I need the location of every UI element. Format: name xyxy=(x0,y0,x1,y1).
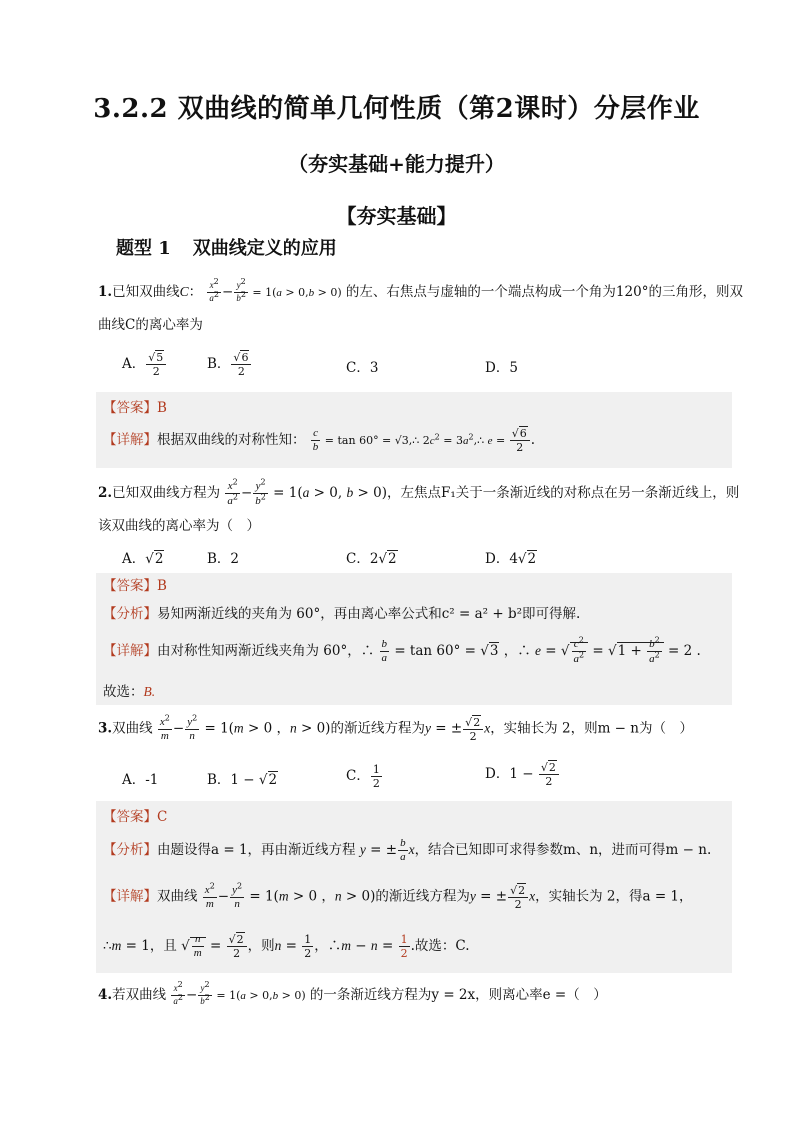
q2-analysis: 【分析】易知两渐近线的夹角为 60°，再由离心率公式和c² = a² + b²即可得解. xyxy=(103,606,581,622)
q1-option-a: A． $\frac{√5}{2}$ xyxy=(122,352,167,377)
q1-detail: 【详解】根据双曲线的对称性知： $\frac{c}{b}$ = tan 60° = √3,∴ $2c^2$ = $3a^2,\therefore$ e = $\frac{√6}{2}$ . xyxy=(103,427,535,454)
q3-answer: 【答案】C xyxy=(103,809,168,825)
q3-detail2: ∴m = 1，且 √ $\frac{n}{m}$ = $\frac{√2}{2}$ ，则n = $\frac{1}{2}$ ，∴m − n = $\frac{1}{2}$ .故选：C. xyxy=(103,933,470,960)
q2-option-c: C．2√2 xyxy=(346,551,397,567)
question-type-heading xyxy=(116,234,337,260)
question-type-label: 题型 1 xyxy=(116,238,171,259)
q2-answer: 【答案】B xyxy=(103,578,167,594)
q2-option-d: D．4√2 xyxy=(485,551,537,567)
q4-number: 4. xyxy=(98,987,113,1003)
q3-analysis: 【分析】由题设得a = 1，再由渐近线方程 y = ± $\frac{b}{a}$ x，结合已知即可求得参数m、n，进而可得m − n. xyxy=(103,837,712,863)
question-type-name: 双曲线定义的应用 xyxy=(192,238,337,259)
q2-option-a: A．√2 xyxy=(122,551,164,567)
page-title: 3.2.2 双曲线的简单几何性质（第2课时）分层作业 xyxy=(93,94,700,124)
q4-line1: 4.若双曲线 $\frac{x^2}{a^2}$ − $\frac{y^2}{b^2}$ = 1(a > 0,b > 0) 的一条渐近线方程为y = 2x，则离心率e =（ ） xyxy=(98,980,607,1006)
q3-option-a: A．-1 xyxy=(122,772,159,788)
q3-option-c: C． $\frac{1}{2}$ xyxy=(346,763,380,790)
q1-line2: 曲线C的离心率为 xyxy=(98,317,203,333)
q3-option-d: D．1 − $\frac{√2}{2}$ xyxy=(485,762,560,787)
q1-line1: 1.已知双曲线C： $\frac{x^2}{a^2}$ − $\frac{y^2}{b^2}$ = 1(a > 0,b > 0) 的左、右焦点与虚轴的一个端点构成一个角为120°的三角形，则双 xyxy=(98,277,743,303)
q2-option-b: B．2 xyxy=(207,551,240,567)
q3-line1: 3.双曲线 $\frac{x^2}{m}$ − $\frac{y^2}{n}$ = 1(m > 0 ，n > 0)的渐近线方程为y = ± $\frac{√2}{2}$ x，实轴长为 2，则m − n为（ ） xyxy=(98,713,693,743)
q3-detail: 【详解】双曲线 $\frac{x^2}{m}$ − $\frac{y^2}{n}$ = 1(m > 0 ，n > 0)的渐近线方程为y = ± $\frac{√2}{2}$ x，实轴长为 2，得a = 1， xyxy=(103,881,693,911)
q1-option-b: B． $\frac{√6}{2}$ xyxy=(207,352,252,377)
q2-choice: 故选：B. xyxy=(103,684,156,700)
q3-option-b: B．1 − √2 xyxy=(207,772,278,788)
q3-number: 3. xyxy=(98,720,113,737)
q2-line1: 2.已知双曲线方程为 $\frac{x^2}{a^2}$ − $\frac{y^2}{b^2}$ = 1(a > 0, b > 0)，左焦点F₁关于一条渐近线的对称点在另一条渐近线上，则 xyxy=(98,477,740,507)
q1-answer: 【答案】B xyxy=(103,400,167,416)
q1-option-d: D．5 xyxy=(485,360,518,376)
q1-option-c: C．3 xyxy=(346,360,379,376)
q1-number: 1. xyxy=(98,284,113,300)
section-heading: 【夯实基础】 xyxy=(336,204,457,228)
q2-line2: 该双曲线的离心率为（ ） xyxy=(98,518,260,534)
q2-detail: 【详解】由对称性知两渐近线夹角为 60°，∴ $\frac{b}{a}$ = tan 60° = √3 ，∴ e = √ $\frac{c^2}{a^2}$ = √1 + $\frac{b^2}{a^2}$ = 2 . xyxy=(103,635,701,665)
q2-number: 2. xyxy=(98,485,113,501)
page-subtitle: （夯实基础+能力提升） xyxy=(288,152,505,176)
